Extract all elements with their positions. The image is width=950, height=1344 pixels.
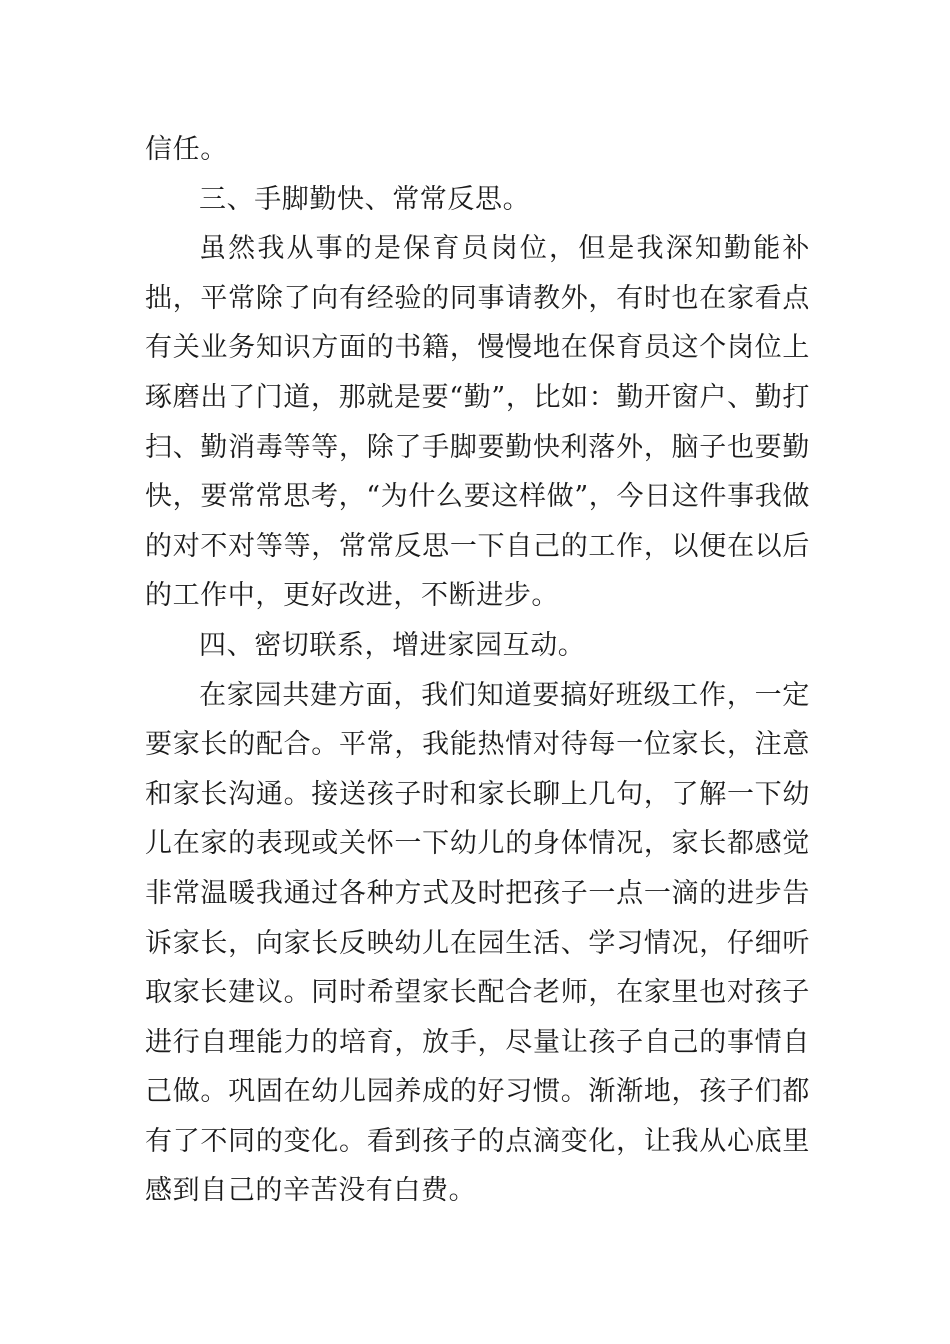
paragraph-body: 在家园共建方面，我们知道要搞好班级工作，一定要家长的配合。平常，我能热情对待每一位家长，注意和家长沟通。接送孩子时和家长聊上几句，了解一下幼儿在家的表现或关怀一下幼儿的身体情况，家长都感觉非常温暖我通过各种方式及时把孩子一点一滴的进步告诉家长，向家长反映幼儿在园生活、学习情况，仔细听取家长建议。同时希望家长配合老师，在家里也对孩子进行自理能力的培育，放手，尽量让孩子自己的事情自己做。巩固在幼儿园养成的好习惯。渐渐地，孩子们都有了不同的变化。看到孩子的点滴变化，让我从心底里感到自己的辛苦没有白费。 bbox=[145, 679, 810, 1207]
section-heading-3: 三、手脚勤快、常常反思。 bbox=[199, 183, 531, 215]
paragraph-continuation: 信任。 bbox=[145, 134, 228, 165]
section-heading-4: 四、密切联系，增进家园互动。 bbox=[199, 629, 586, 661]
document-body bbox=[145, 125, 810, 1216]
paragraph-body: 虽然我从事的是保育员岗位，但是我深知勤能补拙，平常除了向有经验的同事请教外，有时也在家看点有关业务知识方面的书籍，慢慢地在保育员这个岗位上琢磨出了门道，那就是要“勤”，比如：勤开窗户、勤打扫、勤消毒等等，除了手脚要勤快利落外，脑子也要勤快，要常常思考，“为什么要这样做”，今日这件事我做的对不对等等，常常反思一下自己的工作，以便在以后的工作中，更好改进，不断进步。 bbox=[145, 233, 810, 612]
